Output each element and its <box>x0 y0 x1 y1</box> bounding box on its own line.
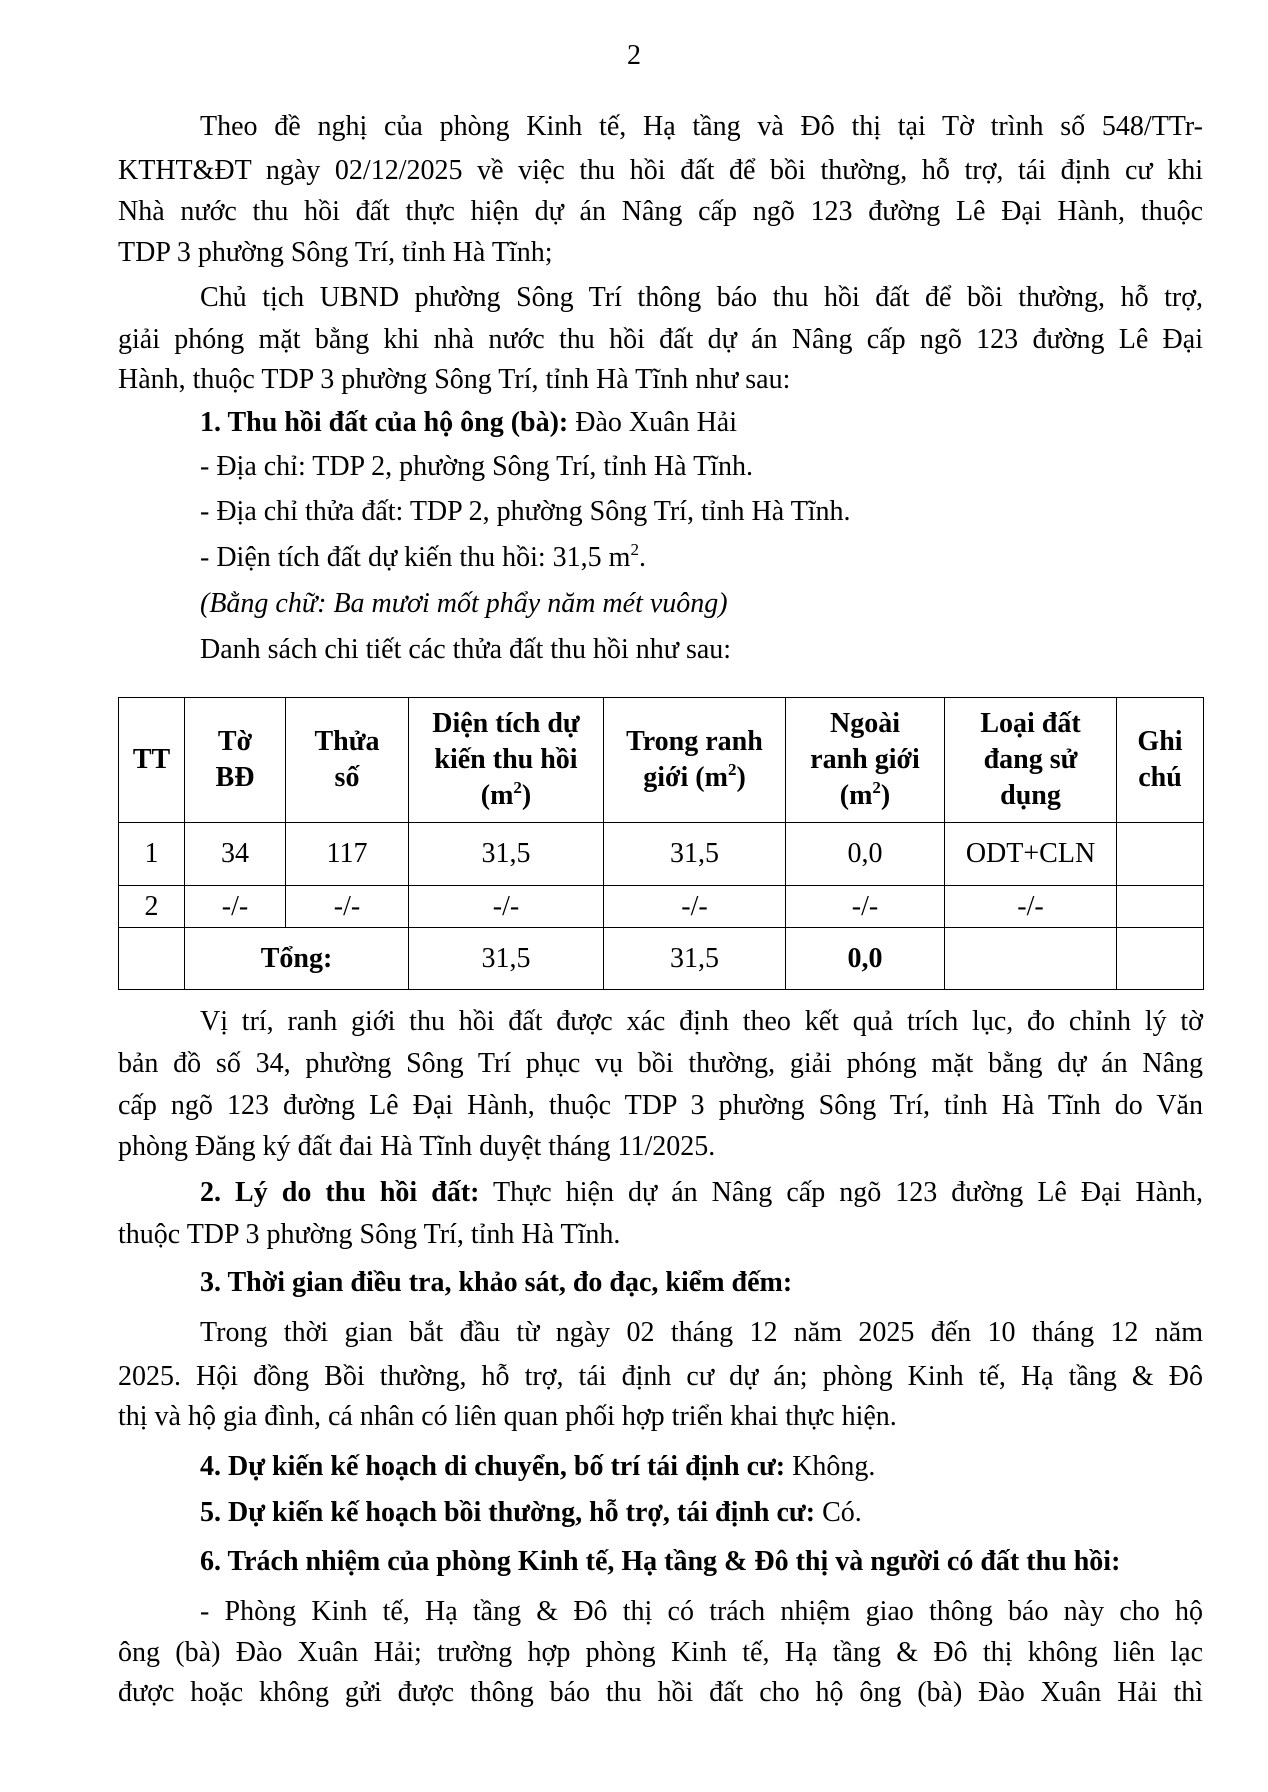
cell-thua-so: 117 <box>286 823 409 886</box>
cell-ghi-chu <box>1117 823 1204 886</box>
parcel-address: - Địa chỉ thửa đất: TDP 2, phường Sông Trí, tỉnh Hà Tĩnh. <box>200 496 851 527</box>
section-1-title <box>200 407 1203 439</box>
section-3-heading: 3. Thời gian điều tra, khảo sát, đo đạc, kiểm đếm: <box>200 1267 793 1298</box>
section-6-line: được hoặc không gửi được thông báo thu hồi đất cho hộ ông (bà) Đào Xuân Hải thì <box>118 1677 1203 1708</box>
area-unit-sup: 2 <box>630 540 639 559</box>
cell-dien-tich: -/- <box>409 886 604 928</box>
total-trong-ranh: 31,5 <box>604 928 786 990</box>
area-in-words: (Bằng chữ: Ba mươi mốt phẩy năm mét vuông) <box>200 588 728 619</box>
section-1-heading: 1. Thu hồi đất của hộ ông (bà): <box>200 407 569 438</box>
location-line: bản đồ số 34, phường Sông Trí phục vụ bồi thường, giải phóng mặt bằng dự án Nâng <box>118 1048 1203 1079</box>
notice-line: giải phóng mặt bằng khi nhà nước thu hồi đất dự án Nâng cấp ngõ 123 đường Lê Đại <box>118 324 1203 355</box>
cell-dien-tich: 31,5 <box>409 823 604 886</box>
section-2-heading: 2. Lý do thu hồi đất: <box>200 1177 480 1208</box>
header-to-bd: Tờ BĐ <box>185 698 286 823</box>
cell-empty <box>1117 928 1204 990</box>
intro-line: TDP 3 phường Sông Trí, tỉnh Hà Tĩnh; <box>118 237 553 268</box>
location-line: Vị trí, ranh giới thu hồi đất được xác định theo kết quả trích lục, đo chỉnh lý tờ <box>200 1006 1203 1037</box>
table-header-row <box>119 698 1204 823</box>
total-label: Tổng: <box>185 928 409 990</box>
cell-empty <box>119 928 185 990</box>
section-2-line <box>200 1177 1203 1209</box>
cell-ngoai-ranh: -/- <box>786 886 945 928</box>
section-4-value: Không. <box>785 1451 876 1482</box>
cell-tt: 1 <box>119 823 185 886</box>
intro-line: Nhà nước thu hồi đất thực hiện dự án Nâng cấp ngõ 123 đường Lê Đại Hành, thuộc <box>118 196 1203 227</box>
cell-empty <box>945 928 1117 990</box>
section-2-text: Thực hiện dự án Nâng cấp ngõ 123 đường Lê Đại Hành, <box>479 1177 1203 1208</box>
section-5-value: Có. <box>815 1497 862 1528</box>
cell-ngoai-ranh: 0,0 <box>786 823 945 886</box>
intro-line: KTHT&ĐT ngày 02/12/2025 về việc thu hồi đất để bồi thường, hỗ trợ, tái định cư khi <box>118 155 1203 186</box>
section-2-line: thuộc TDP 3 phường Sông Trí, tỉnh Hà Tĩnh. <box>118 1219 621 1250</box>
cell-tt: 2 <box>119 886 185 928</box>
parcel-list-intro: Danh sách chi tiết các thửa đất thu hồi như sau: <box>200 634 732 665</box>
header-ghi-chu: Ghi chú <box>1117 698 1204 823</box>
land-parcel-table <box>118 697 1204 990</box>
section-4 <box>200 1451 1203 1483</box>
table-row <box>119 823 1204 886</box>
location-line: phòng Đăng ký đất đai Hà Tĩnh duyệt tháng 11/2025. <box>118 1131 716 1162</box>
intro-line: Theo đề nghị của phòng Kinh tế, Hạ tầng và Đô thị tại Tờ trình số 548/TTr- <box>200 111 1203 142</box>
section-4-heading: 4. Dự kiến kế hoạch di chuyển, bố trí tái định cư: <box>200 1451 786 1482</box>
total-dien-tich: 31,5 <box>409 928 604 990</box>
area-end: . <box>638 542 646 573</box>
section-5 <box>200 1497 1203 1529</box>
section-3-line: Trong thời gian bắt đầu từ ngày 02 tháng 12 năm 2025 đến 10 tháng 12 năm <box>200 1317 1203 1348</box>
section-6-line: ông (bà) Đào Xuân Hải; trường hợp phòng Kinh tế, Hạ tầng & Đô thị không liên lạc <box>118 1637 1203 1668</box>
cell-ghi-chu <box>1117 886 1204 928</box>
header-trong-ranh: Trong ranh giới $(m^2)$ <box>604 698 786 823</box>
owner-name: Đào Xuân Hải <box>568 407 737 438</box>
cell-loai-dat: ODT+CLN <box>945 823 1117 886</box>
recovery-area-label: - Diện tích đất dự kiến thu hồi: 31,5 m <box>200 542 631 573</box>
owner-address: - Địa chỉ: TDP 2, phường Sông Trí, tỉnh Hà Tĩnh. <box>200 451 753 482</box>
section-6-heading: 6. Trách nhiệm của phòng Kinh tế, Hạ tầng & Đô thị và người có đất thu hồi: <box>200 1546 1121 1577</box>
section-5-heading: 5. Dự kiến kế hoạch bồi thường, hỗ trợ, tái định cư: <box>200 1497 816 1528</box>
cell-loai-dat: -/- <box>945 886 1117 928</box>
cell-to-bd: -/- <box>185 886 286 928</box>
notice-line: Chủ tịch UBND phường Sông Trí thông báo thu hồi đất để bồi thường, hỗ trợ, <box>200 282 1203 313</box>
section-3-line: thị và hộ gia đình, cá nhân có liên quan phối hợp triển khai thực hiện. <box>118 1401 897 1432</box>
table-total-row <box>119 928 1204 990</box>
header-tt: TT <box>119 698 185 823</box>
header-dien-tich: Diện tích dự kiến thu hồi $(m^2)$ <box>409 698 604 823</box>
location-line: cấp ngõ 123 đường Lê Đại Hành, thuộc TDP 3 phường Sông Trí, tỉnh Hà Tĩnh do Văn <box>118 1090 1203 1121</box>
notice-line: Hành, thuộc TDP 3 phường Sông Trí, tỉnh Hà Tĩnh như sau: <box>118 364 791 395</box>
page-number: 2 <box>627 40 641 71</box>
section-6-line: - Phòng Kinh tế, Hạ tầng & Đô thị có trách nhiệm giao thông báo này cho hộ <box>200 1596 1203 1627</box>
cell-trong-ranh: 31,5 <box>604 823 786 886</box>
header-thua-so: Thửa số <box>286 698 409 823</box>
header-ngoai-ranh: Ngoài ranh giới $(m^2)$ <box>786 698 945 823</box>
cell-to-bd: 34 <box>185 823 286 886</box>
total-ngoai-ranh: 0,0 <box>786 928 945 990</box>
section-3-line: 2025. Hội đồng Bồi thường, hỗ trợ, tái định cư dự án; phòng Kinh tế, Hạ tầng & Đô <box>118 1361 1203 1392</box>
header-loai-dat: Loại đất đang sử dụng <box>945 698 1117 823</box>
cell-thua-so: -/- <box>286 886 409 928</box>
recovery-area <box>200 542 1203 574</box>
table-row <box>119 886 1204 928</box>
cell-trong-ranh: -/- <box>604 886 786 928</box>
